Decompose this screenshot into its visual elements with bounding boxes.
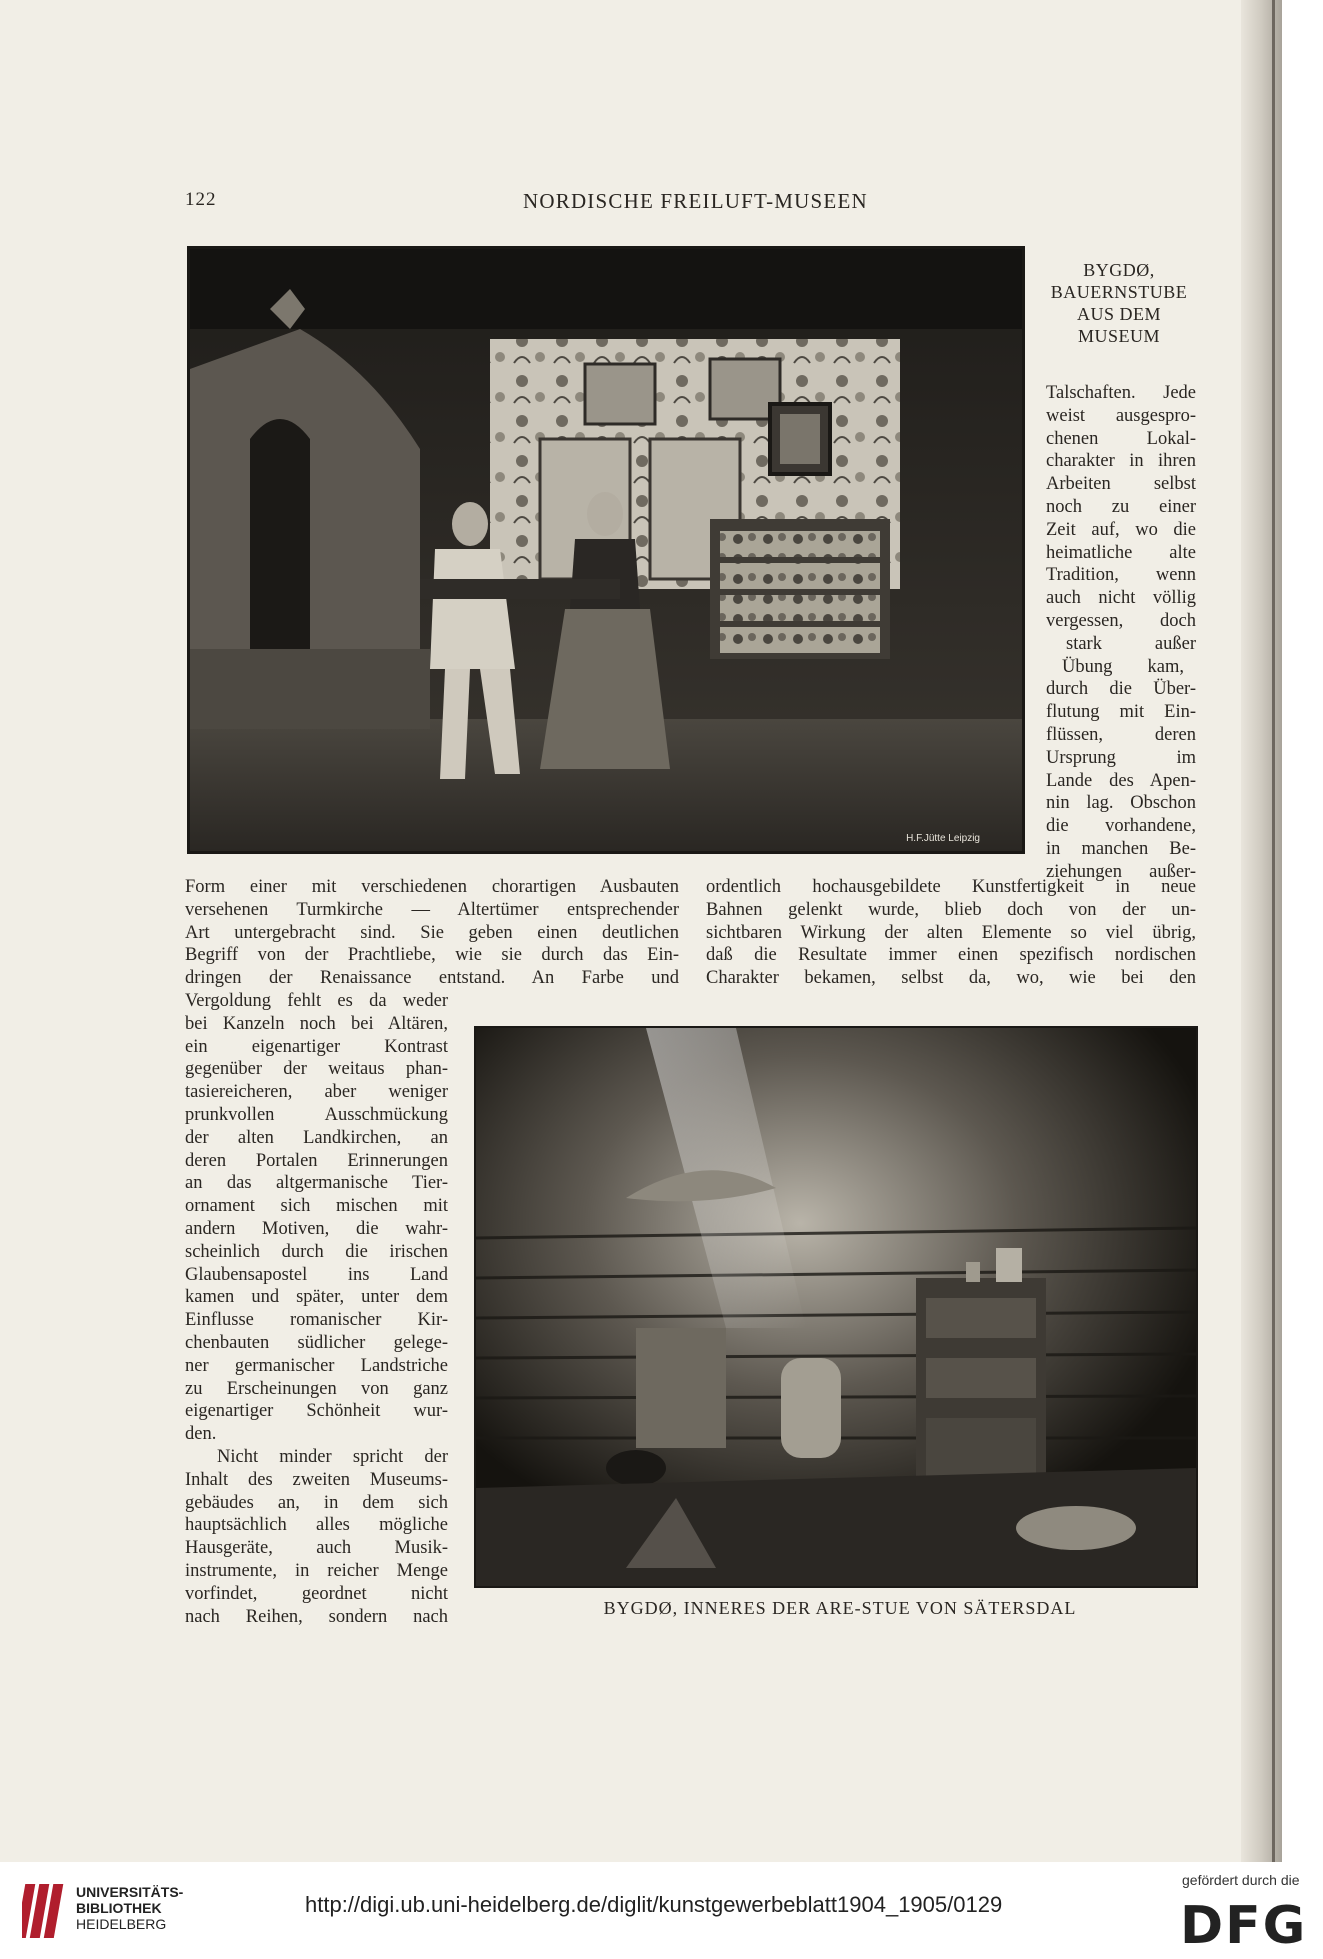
right-column-text — [1046, 382, 1196, 884]
text-line: flüssen, deren — [1046, 724, 1196, 745]
left-narrow-text — [185, 990, 448, 1628]
text-line: eigenartiger Schönheit wur- — [185, 1401, 448, 1422]
text-line: nin lag. Obschon — [1046, 793, 1196, 814]
text-line: charakter in ihren — [1046, 451, 1196, 472]
text-line: kamen und später, unter dem — [185, 1287, 448, 1308]
text-line: instrumente, in reicher Menge — [185, 1560, 448, 1581]
are-stue-illustration — [476, 1028, 1196, 1586]
text-line: scheinlich durch die irischen — [185, 1241, 448, 1262]
text-line: Ursprung im — [1046, 747, 1196, 768]
text-line: durch die Über- — [1046, 679, 1196, 700]
text-line: an das altgermanische Tier- — [185, 1173, 448, 1194]
text-line: ein eigenartiger Kontrast — [185, 1036, 448, 1057]
text-line: Zeit auf, wo die — [1046, 519, 1196, 540]
text-line: Vergoldung fehlt es da weder — [185, 991, 448, 1011]
text-line: gegenüber der weitaus phan- — [185, 1059, 448, 1080]
figure-bauernstube-photo — [187, 246, 1025, 854]
text-line: Tradition, wenn — [1046, 565, 1196, 586]
right-mid-text — [706, 876, 1196, 990]
text-line: flutung mit Ein- — [1046, 702, 1196, 723]
figure-bottom-caption: BYGDØ, INNERES DER ARE-STUE VON SÄTERSDAL — [603, 1598, 1077, 1618]
caption-line: MUSEUM — [1077, 326, 1160, 346]
text-line: ordentlich hochausgebildete Kunstfertigkeit in neue — [706, 877, 1196, 897]
text-line: dringen der Renaissance entstand. An Farbe und — [185, 968, 679, 989]
text-line: der alten Landkirchen, an — [185, 1127, 448, 1148]
text-line: Glaubensapostel ins Land — [185, 1264, 448, 1285]
text-line: den. — [185, 1424, 217, 1445]
text-line: auch nicht völlig — [1046, 588, 1196, 609]
text-line: Einflusse romanischer Kir- — [185, 1310, 448, 1331]
caption-line: AUS DEM — [1076, 304, 1161, 324]
text-line: ner germanischer Landstriche — [185, 1355, 448, 1376]
library-name-line: UNIVERSITÄTS- — [76, 1884, 184, 1900]
text-line: Begriff von der Prachtliebe, wie sie durch das Ein- — [185, 945, 679, 966]
text-line: Talschaften. Jede — [1046, 383, 1196, 403]
text-line: prunkvollen Ausschmückung — [185, 1104, 448, 1125]
text-line: Arbeiten selbst — [1046, 474, 1196, 495]
funding-note: gefördert durch die — [1182, 1872, 1300, 1888]
photographer-mark: H.F.Jütte Leipzig — [906, 833, 980, 844]
caption-line: BYGDØ, — [1083, 260, 1155, 280]
text-line: ornament sich mischen mit — [185, 1196, 448, 1217]
left-mid-text — [185, 876, 679, 990]
text-line: stark außer — [1066, 633, 1196, 654]
bauernstube-illustration — [190, 249, 1022, 851]
text-line: Hausgeräte, auch Musik- — [185, 1538, 448, 1559]
text-line: tasiereicheren, aber weniger — [185, 1082, 448, 1103]
page-edge-line — [1272, 0, 1275, 1862]
digitization-footer — [0, 1862, 1323, 1959]
text-line: Art untergebracht sind. Sie geben einen deutlichen — [185, 922, 679, 943]
text-line: versehenen Turmkirche — Altertümer entsprechender — [185, 899, 679, 920]
text-line: nach Reihen, sondern nach — [185, 1606, 448, 1627]
text-line: die vorhandene, — [1046, 816, 1196, 837]
text-line: chenen Lokal- — [1046, 428, 1196, 449]
text-line: weist ausgespro- — [1046, 405, 1196, 426]
text-line: heimatliche alte — [1046, 542, 1196, 563]
text-line: deren Portalen Erinnerungen — [185, 1150, 448, 1171]
text-line: ziehungen außer- — [1046, 861, 1196, 882]
text-line: gebäudes an, in dem sich — [185, 1492, 448, 1513]
text-line: bei Kanzeln noch bei Altären, — [185, 1013, 448, 1034]
text-line: Form einer mit verschiedenen chorartigen Ausbauten — [185, 877, 679, 897]
text-line: andern Motiven, die wahr- — [185, 1218, 448, 1239]
running-head — [185, 189, 1192, 219]
library-name-line: BIBLIOTHEK — [76, 1900, 162, 1916]
text-line: Bahnen gelenkt wurde, blieb doch von der un- — [706, 899, 1196, 920]
text-line: Nicht minder spricht der — [217, 1446, 448, 1467]
university-library-logo-icon — [22, 1880, 70, 1942]
text-line: Lande des Apen- — [1046, 770, 1196, 791]
source-url-link[interactable]: http://digi.ub.uni-heidelberg.de/diglit/kunstgewerbeblatt1904_1905/0129 — [305, 1892, 1003, 1917]
text-line: daß die Resultate immer einen spezifisch nordischen — [706, 945, 1196, 966]
page-number: 122 — [185, 189, 217, 210]
running-title: NORDISCHE FREILUFT-MUSEEN — [523, 189, 868, 213]
text-line: noch zu einer — [1046, 496, 1196, 517]
text-line: vorfindet, geordnet nicht — [185, 1583, 448, 1604]
text-line: in manchen Be- — [1046, 838, 1196, 859]
text-line: hauptsächlich alles mögliche — [185, 1515, 448, 1536]
dfg-logo: DFG — [1180, 1896, 1308, 1956]
text-line: Charakter bekamen, selbst da, wo, wie bei den — [706, 968, 1196, 989]
text-line: sichtbaren Wirkung der alten Elemente so viel übrig, — [706, 922, 1196, 943]
caption-line: BAUERNSTUBE — [1050, 282, 1188, 302]
text-line: zu Erscheinungen von ganz — [185, 1378, 448, 1399]
library-name-line: HEIDELBERG — [76, 1916, 167, 1932]
text-line: vergessen, doch — [1046, 610, 1196, 631]
page-spine-shadow — [1241, 0, 1282, 1862]
figure-top-caption — [1040, 259, 1198, 347]
text-line: chenbauten südlicher gelege- — [185, 1332, 448, 1353]
text-line: Übung kam, — [1062, 656, 1184, 677]
library-name — [76, 1884, 183, 1932]
figure-are-stue-photo — [474, 1026, 1198, 1588]
text-line: Inhalt des zweiten Museums- — [185, 1469, 448, 1490]
